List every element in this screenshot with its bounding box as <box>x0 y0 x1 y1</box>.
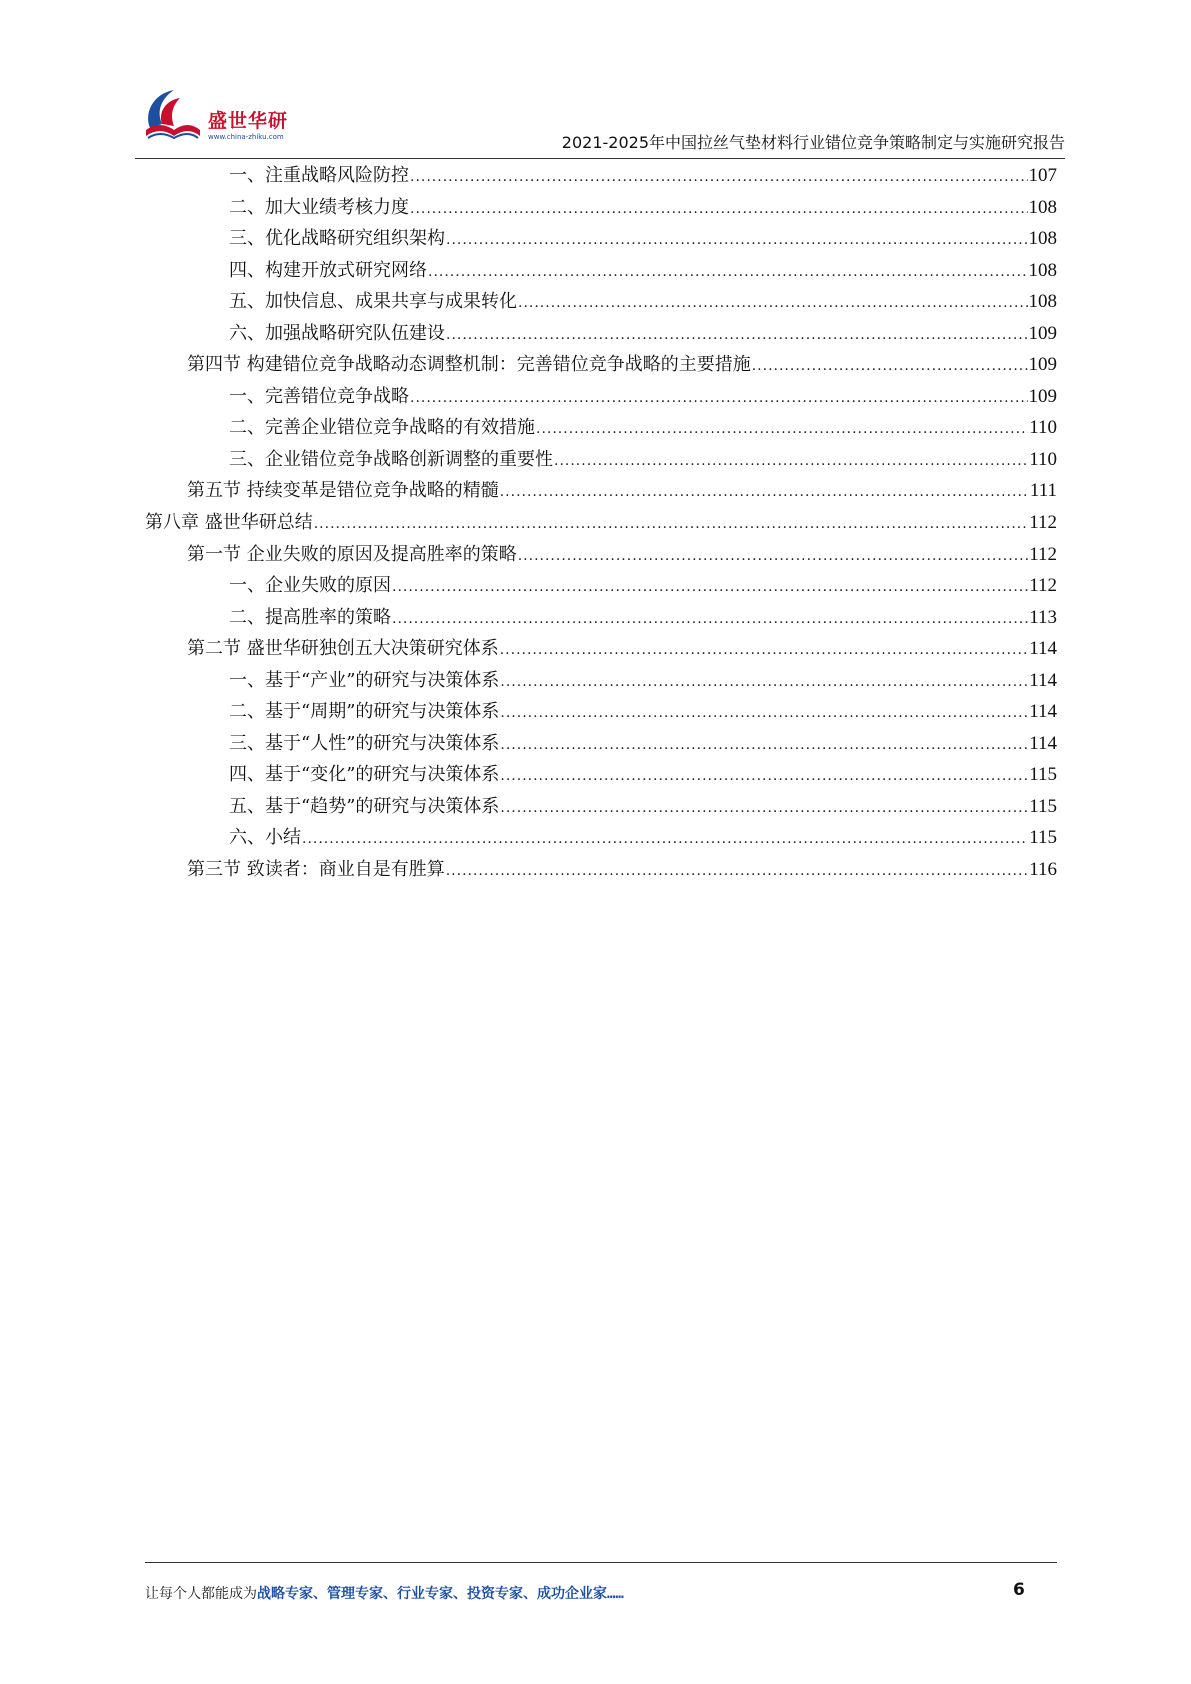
logo-emblem-icon <box>140 84 204 144</box>
toc-dot-leader <box>500 793 1028 825</box>
toc-entry[interactable] <box>145 665 1057 697</box>
page-header <box>135 78 1065 159</box>
toc-entry[interactable] <box>145 539 1057 571</box>
toc-entry-page: 111 <box>1029 480 1057 502</box>
toc-entry-label: 六、加强战略研究队伍建设 <box>229 322 445 344</box>
toc-entry-page: 109 <box>1028 322 1057 344</box>
toc-dot-leader <box>500 635 1028 667</box>
toc-entry[interactable] <box>145 381 1057 413</box>
toc-entry-page: 115 <box>1029 795 1057 817</box>
toc-dot-leader <box>500 730 1028 762</box>
toc-entry-page: 107 <box>1028 165 1057 186</box>
toc-entry-page: 115 <box>1029 764 1057 786</box>
toc-dot-leader <box>410 162 1028 194</box>
toc-dot-leader <box>554 446 1028 478</box>
toc-entry-label: 一、企业失败的原因 <box>229 575 391 597</box>
table-of-contents <box>145 160 1057 886</box>
toc-dot-leader <box>314 509 1028 541</box>
toc-entry[interactable] <box>145 160 1057 192</box>
toc-entry-page: 110 <box>1029 448 1057 470</box>
toc-dot-leader <box>518 541 1028 573</box>
toc-dot-leader <box>410 194 1028 226</box>
toc-entry-label: 二、完善企业错位竞争战略的有效措施 <box>229 417 535 439</box>
toc-entry-page: 108 <box>1028 259 1057 281</box>
toc-entry-page: 108 <box>1028 228 1057 250</box>
toc-entry-label: 六、小结 <box>229 827 301 849</box>
toc-entry-page: 108 <box>1028 291 1057 313</box>
toc-dot-leader <box>446 320 1028 352</box>
toc-entry[interactable] <box>145 223 1057 255</box>
toc-entry-label: 二、基于“周期”的研究与决策体系 <box>229 701 500 723</box>
toc-entry-page: 109 <box>1028 354 1057 376</box>
logo-brand-name: 盛世华研 <box>208 110 289 132</box>
toc-entry-page: 110 <box>1029 417 1057 439</box>
toc-entry-page: 114 <box>1029 732 1057 754</box>
toc-dot-leader <box>446 856 1028 888</box>
toc-entry[interactable] <box>145 349 1057 381</box>
toc-entry[interactable] <box>145 444 1057 476</box>
toc-entry-label: 第五节 持续变革是错位竞争战略的精髓 <box>187 480 499 502</box>
toc-entry-page: 109 <box>1028 385 1057 407</box>
toc-entry[interactable] <box>145 475 1057 507</box>
toc-entry[interactable] <box>145 822 1057 854</box>
toc-entry-page: 115 <box>1029 827 1057 849</box>
toc-entry-label: 第三节 致读者：商业自是有胜算 <box>187 859 445 881</box>
toc-entry[interactable] <box>145 286 1057 318</box>
company-logo <box>140 84 310 144</box>
toc-entry-label: 一、完善错位竞争战略 <box>229 385 409 407</box>
toc-entry[interactable] <box>145 791 1057 823</box>
footer-divider <box>145 1562 1057 1563</box>
toc-dot-leader <box>752 351 1028 383</box>
toc-dot-leader <box>518 288 1028 320</box>
toc-entry-label: 第一节 企业失败的原因及提高胜率的策略 <box>187 543 517 565</box>
logo-website: www.china-zhiku.com <box>208 133 284 141</box>
toc-entry[interactable] <box>145 633 1057 665</box>
toc-entry[interactable] <box>145 696 1057 728</box>
toc-entry-page: 114 <box>1029 638 1057 660</box>
toc-dot-leader <box>500 761 1028 793</box>
toc-entry[interactable] <box>145 507 1057 539</box>
toc-entry-label: 二、加大业绩考核力度 <box>229 196 409 218</box>
toc-entry[interactable] <box>145 854 1057 886</box>
toc-dot-leader <box>500 667 1028 699</box>
report-title: 2021-2025年中国拉丝气垫材料行业错位竞争策略制定与实施研究报告 <box>561 133 1065 152</box>
toc-entry-label: 四、基于“变化”的研究与决策体系 <box>229 764 500 786</box>
toc-entry-page: 108 <box>1028 196 1057 218</box>
toc-entry[interactable] <box>145 759 1057 791</box>
toc-dot-leader <box>392 604 1028 636</box>
toc-entry-label: 五、加快信息、成果共享与成果转化 <box>229 291 517 313</box>
slogan-highlight: 战略专家、管理专家、行业专家、投资专家、成功企业家…… <box>257 1586 624 1602</box>
toc-dot-leader <box>500 477 1029 509</box>
toc-entry-page: 112 <box>1029 575 1057 597</box>
toc-entry[interactable] <box>145 728 1057 760</box>
toc-entry-label: 三、基于“人性”的研究与决策体系 <box>229 732 500 754</box>
page-number: 6 <box>1013 1580 1025 1600</box>
toc-entry-label: 第四节 构建错位竞争战略动态调整机制：完善错位竞争战略的主要措施 <box>187 354 751 376</box>
toc-dot-leader <box>302 824 1028 856</box>
toc-entry-label: 三、企业错位竞争战略创新调整的重要性 <box>229 448 553 470</box>
toc-entry-label: 第二节 盛世华研独创五大决策研究体系 <box>187 638 499 660</box>
toc-entry-label: 四、构建开放式研究网络 <box>229 259 427 281</box>
slogan-prefix: 让每个人都能成为 <box>145 1586 257 1602</box>
footer-slogan <box>145 1583 624 1603</box>
toc-entry[interactable] <box>145 192 1057 224</box>
toc-entry[interactable] <box>145 570 1057 602</box>
toc-dot-leader <box>446 225 1028 257</box>
toc-entry-label: 一、注重战略风险防控 <box>229 165 409 186</box>
toc-entry-page: 112 <box>1029 543 1057 565</box>
toc-entry-page: 116 <box>1029 859 1057 881</box>
toc-dot-leader <box>536 414 1028 446</box>
toc-entry-page: 113 <box>1029 606 1057 628</box>
toc-entry-label: 第八章 盛世华研总结 <box>145 512 313 534</box>
toc-entry-label: 二、提高胜率的策略 <box>229 606 391 628</box>
toc-dot-leader <box>410 383 1028 415</box>
toc-dot-leader <box>428 257 1028 289</box>
toc-entry[interactable] <box>145 255 1057 287</box>
toc-entry-page: 114 <box>1029 669 1057 691</box>
toc-entry[interactable] <box>145 602 1057 634</box>
toc-entry[interactable] <box>145 318 1057 350</box>
toc-entry-label: 一、基于“产业”的研究与决策体系 <box>229 669 500 691</box>
toc-dot-leader <box>392 572 1028 604</box>
toc-dot-leader <box>500 698 1028 730</box>
toc-entry[interactable] <box>145 412 1057 444</box>
toc-entry-page: 112 <box>1029 512 1057 534</box>
toc-entry-label: 五、基于“趋势”的研究与决策体系 <box>229 795 500 817</box>
toc-entry-label: 三、优化战略研究组织架构 <box>229 228 445 250</box>
toc-entry-page: 114 <box>1029 701 1057 723</box>
